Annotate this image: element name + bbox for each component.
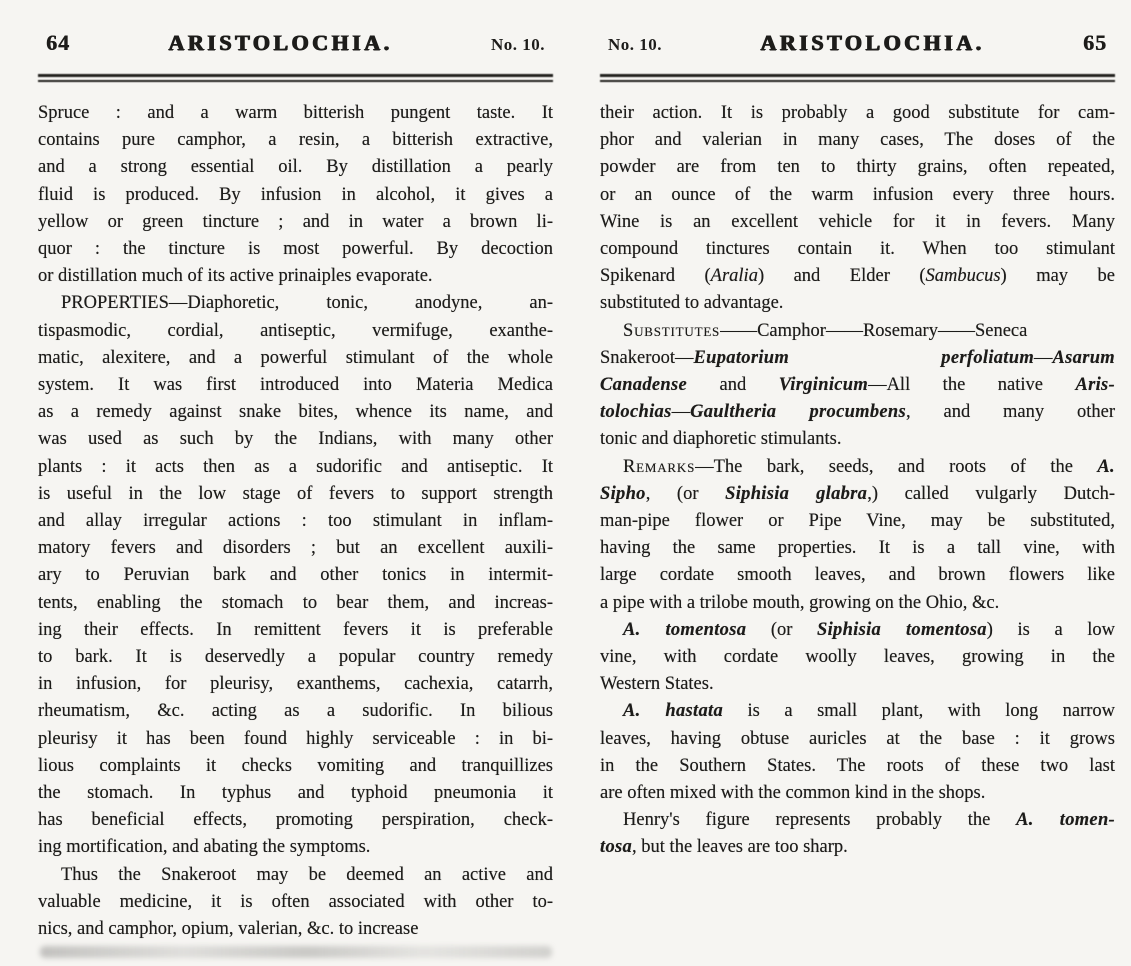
text-segment: ing their effects. In remittent fevers it is preferable [38,619,553,640]
text-line [38,780,553,807]
text-line [38,154,553,181]
text-segment: ing mortification, and abating the symptoms. [38,837,371,858]
text-segment: Aralia [710,266,758,287]
text-line [600,590,1115,617]
text-line [600,753,1115,780]
page-right [600,30,1115,943]
text-segment: Spruce : and a warm bitterish pungent taste. It [38,103,553,123]
text-line [38,345,553,372]
text-segment: —The bark, seeds, and roots of the [695,456,1098,477]
text-segment: and allay irregular actions : too stimulant in inflam- [38,511,553,532]
text-segment: Wine is an excellent vehicle for it in fevers. Many [600,211,1115,232]
text-line [38,236,553,263]
text-segment: tents, enabling the stomach to bear them, and increas- [38,592,553,613]
text-line [38,535,553,562]
text-line [38,182,553,209]
text-segment: ) and Elder ( [757,266,926,287]
text-segment: Snakeroot— [600,347,694,368]
scan-artifact-smudge [40,946,552,958]
text-segment: quor : the tincture is most powerful. By decoction [38,239,553,260]
text-line [600,698,1115,725]
text-line [38,426,553,453]
text-segment: in infusion, for pleurisy, exanthems, cachexia, catarrh, [38,674,553,695]
text-segment: and a strong essential oil. By distillation a pearly [38,157,553,178]
page-body-left [38,100,553,943]
text-line [600,290,1115,317]
text-segment: phor and valerian in many cases, The doses of the [600,130,1115,151]
text-segment: was used as such by the Indians, with many other [38,429,553,450]
text-segment: the stomach. In typhus and typhoid pneumonia it [38,783,553,804]
text-line [600,318,1115,345]
text-segment: substituted to advantage. [600,293,784,314]
text-segment: Henry's figure represents probably the [623,810,1017,831]
text-segment: man-pipe flower or Pipe Vine, may be substituted, [600,511,1115,532]
issue-number: No. 10. [490,35,545,54]
running-head-left [38,30,553,62]
text-segment: —All the native [868,375,1076,396]
text-segment: to bark. It is deservedly a popular country remedy [38,647,553,668]
text-segment: , and many other [906,402,1115,423]
text-segment: leaves, having obtuse auricles at the base : it grows [600,728,1115,749]
text-segment: matic, alexitere, and a powerful stimulant of the whole [38,347,553,368]
text-line [600,508,1115,535]
text-line [38,263,553,290]
text-line [38,318,553,345]
text-segment: , (or [645,483,726,504]
text-line [38,562,553,589]
text-segment: — [671,402,691,423]
text-segment: PROPERTIES—Diaphoretic, tonic, anodyne, an- [61,293,553,314]
text-segment: Thus the Snakeroot may be deemed an active and [61,864,553,885]
text-segment: Eupatorium perfoliatum [693,347,1035,368]
text-segment: contains pure camphor, a resin, a bitterish extractive, [38,130,553,151]
text-segment: having the same properties. It is a tall vine, with [600,538,1115,559]
text-line [38,508,553,535]
text-segment: or an ounce of the warm infusion every three hours. [600,184,1115,205]
text-line [38,753,553,780]
running-title: ARISTOLOCHIA. [760,30,985,55]
text-line [38,209,553,236]
running-title: ARISTOLOCHIA. [168,30,393,55]
text-segment: as a remedy against snake bites, whence its name, and [38,402,553,423]
text-line [38,399,553,426]
header-rule [600,74,1115,82]
text-segment: tolochias [600,402,672,423]
text-segment: yellow or green tincture ; and in water a brown li- [38,211,553,232]
text-line [600,726,1115,753]
text-segment: A. [1097,456,1115,477]
text-segment: is useful in the low stage of fevers to support strength [38,483,553,504]
text-segment: (or [746,619,817,640]
text-segment: are often mixed with the common kind in the shops. [600,783,986,804]
header-rule [38,74,553,82]
text-segment: nics, and camphor, opium, valerian, &c. to increase [38,919,419,940]
text-line [600,834,1115,861]
text-line [600,644,1115,671]
text-segment: tosa [600,837,633,858]
text-line [600,426,1115,453]
text-segment: lious complaints it checks vomiting and tranquillizes [38,755,553,776]
text-segment: Sambucus [925,266,1001,287]
text-segment: powder are from ten to thirty grains, often repeated, [600,157,1115,178]
text-segment: Siphisia tomentosa [817,619,987,640]
text-segment: ary to Peruvian bark and other tonics in intermit- [38,565,553,586]
text-line [600,209,1115,236]
text-line [600,535,1115,562]
text-line [600,236,1115,263]
text-line [600,182,1115,209]
text-segment: ,) called vulgarly Dutch- [867,483,1115,504]
text-segment: Gaultheria procumbens [690,402,907,423]
text-segment: has beneficial effects, promoting perspiration, check- [38,810,553,831]
text-segment: compound tinctures contain it. When too stimulant [600,239,1115,260]
text-line [600,263,1115,290]
text-segment: A. tomen- [1016,810,1115,831]
text-segment: pleurisy it has been found highly serviceable : in bi- [38,728,553,749]
text-segment: in the Southern States. The roots of these two last [600,755,1115,776]
text-segment: Western States. [600,674,714,695]
text-line [38,290,553,317]
text-segment: their action. It is probably a good substitute for cam- [600,103,1115,123]
text-segment: tispasmodic, cordial, antiseptic, vermifuge, exanthe- [38,320,553,341]
text-segment: Asarum [1052,347,1115,368]
text-segment: Sipho [600,483,646,504]
text-line [600,671,1115,698]
text-segment: large cordate smooth leaves, and brown flowers like [600,565,1115,586]
text-segment: A. tomentosa [623,619,747,640]
text-segment: Canadense [600,375,687,396]
text-segment: valuable medicine, it is often associated with other to- [38,891,553,912]
text-line [38,644,553,671]
text-line [38,916,553,943]
text-segment: — [1034,347,1053,368]
text-line [600,617,1115,644]
text-line [38,807,553,834]
text-segment: ) may be [1000,266,1115,287]
text-segment: rheumatism, &c. acting as a sudorific. In bilious [38,701,553,722]
text-segment: plants : it acts then as a sudorific and antiseptic. It [38,456,553,477]
text-segment: ) is a low [986,619,1115,640]
text-segment: Siphisia glabra [725,483,868,504]
text-line [38,481,553,508]
small-caps-heading: Remarks [623,456,696,477]
text-line [600,154,1115,181]
text-line [38,889,553,916]
text-line [38,617,553,644]
text-line [38,100,553,127]
text-line [600,100,1115,127]
text-line [38,372,553,399]
text-line [600,481,1115,508]
text-line [600,345,1115,372]
text-line [600,562,1115,589]
text-line [38,590,553,617]
text-line [38,671,553,698]
text-line [600,807,1115,834]
text-line [38,726,553,753]
text-line [38,454,553,481]
text-segment: tonic and diaphoretic stimulants. [600,429,842,450]
text-line [600,780,1115,807]
text-segment: vine, with cordate woolly leaves, growing in the [600,647,1115,668]
text-line [600,454,1115,481]
text-segment: , but the leaves are too sharp. [632,837,848,858]
text-segment: system. It was first introduced into Materia Medica [38,375,553,396]
text-segment: Aris- [1075,375,1115,396]
text-segment: matory fevers and disorders ; but an excellent auxili- [38,538,553,559]
issue-number: No. 10. [608,35,663,54]
text-line [600,372,1115,399]
text-segment: and [687,375,779,396]
page-number: 65 [1082,30,1107,55]
small-caps-heading: Substitutes [623,320,721,341]
text-line [38,862,553,889]
running-head-right [600,30,1115,62]
text-segment: fluid is produced. By infusion in alcohol, it gives a [38,184,553,205]
text-line [38,698,553,725]
text-segment: Spikenard ( [600,266,711,287]
text-line [600,399,1115,426]
page-body-right [600,100,1115,862]
text-line [38,834,553,861]
text-line [600,127,1115,154]
page-number: 64 [46,30,70,55]
text-segment: A. hastata [623,701,723,722]
text-line [38,127,553,154]
text-segment: ——Camphor——Rosemary——Seneca [720,320,1028,341]
text-segment: Virginicum [778,375,869,396]
text-segment: a pipe with a trilobe mouth, growing on the Ohio, &c. [600,592,1000,613]
text-segment: is a small plant, with long narrow [723,701,1116,722]
text-segment: or distillation much of its active prinaiples evaporate. [38,266,433,287]
page-left [38,30,553,943]
